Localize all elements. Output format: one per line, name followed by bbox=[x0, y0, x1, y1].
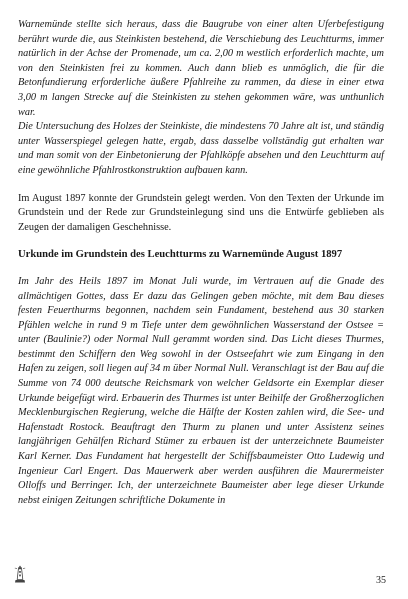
paragraph-document-text: Im Jahr des Heils 1897 im Monat Juli wurde, im Vertrauen auf die Gnade des allmächtigen Gottes, dass Er dazu das Gelingen geben möchte, mit dem Bau dieses festen Feuerthurms begonnen, nachdem sein Fundament, bestehend aus 30 starken Pfählen welche in rund 9 m Tiefe unter dem gewöhnlichen Wasserstand der Ostsee = unter (Baulinie?) oder Normal Null gerammt worden sind. Das Licht dieses Thurmes, bestimmt den Schiffern den Weg sowohl in der Ostseefahrt wie zum Eingang in den Hafen zu zeigen, soll liegen auf 34 m über Normal Null. Veranschlagt ist der Bau auf die Summe von 74 000 deutsche Reichsmark von welcher Geldsorte ein Exemplar dieser Urkunde beigefügt wird. Erbauerin des Thurmes ist unter Beihilfe der Großherzoglichen Mecklenburgischen Regierung, welche die Hälfte der Kosten zahlen wird, die See- und Hafenstadt Rostock. Beauftragt den Thurm zu planen und unter Assistenz seines langjährigen Gehülfen Richard Stümer zu erbauen ist der unterzeichnete Baumeister Karl Kerner. Das Fundament hat hergestellt der Schiffsbaumeister Otto Ludewig und Ingenieur Carl Engert. Das Mauerwerk aber werden ausführen die Maurermeister Olloffs und Berringer. Ich, der unterzeichnete Baumeister aber lege dieser Urkunde nebst einigen Zeitungen schriftliche Dokumente in bbox=[18, 275, 384, 506]
paragraph-foundation-stone: Im August 1897 konnte der Grundstein gelegt werden. Von den Texten der Urkunde im Grundstein und der Rede zur Grundsteinlegung sind uns die Entwürfe geblieben als Zeugen der damaligen Geschehnisse. bbox=[18, 192, 384, 233]
paragraph-foundation-shift: Warnemünde stellte sich heraus, dass die Baugrube von einer alten Uferbefestigung berührt wurde die, aus Steinkisten bestehend, die Verschiebung des Leuchtturms, immer natürlich in der Achse der Promenade, um ca. 2,00 m westlich erforderlich machte, um von den Steinkisten frei zu kommen. Auch dann blieb es unmöglich, die für die Betonfundierung erforderliche äußere Pfahlreihe zu rammen, da diese in einer etwa 3,00 m langen Strecke auf die Steinkisten zu stehen gekommen wäre, was unthunlich war. bbox=[18, 19, 384, 118]
section-heading: Urkunde im Grundstein des Leuchtturms zu Warnemünde August 1897 bbox=[18, 249, 343, 261]
lighthouse-emblem-icon bbox=[14, 565, 26, 583]
paragraph-wood-examination: Die Untersuchung des Holzes der Steinkiste, die mindestens 70 Jahre alt ist, und ständig unter Wasserspiegel gelegen hatte, ergab, dass dasselbe vollständig gut erhalten war und man somit von der Einbetonierung der Pfahlköpfe absehen und den Leuchtturm auf eine gewöhnliche Pfahlrostkonstruktion aufbauen kann. bbox=[18, 121, 384, 176]
page-number: 35 bbox=[376, 575, 386, 586]
document-page bbox=[18, 18, 384, 508]
